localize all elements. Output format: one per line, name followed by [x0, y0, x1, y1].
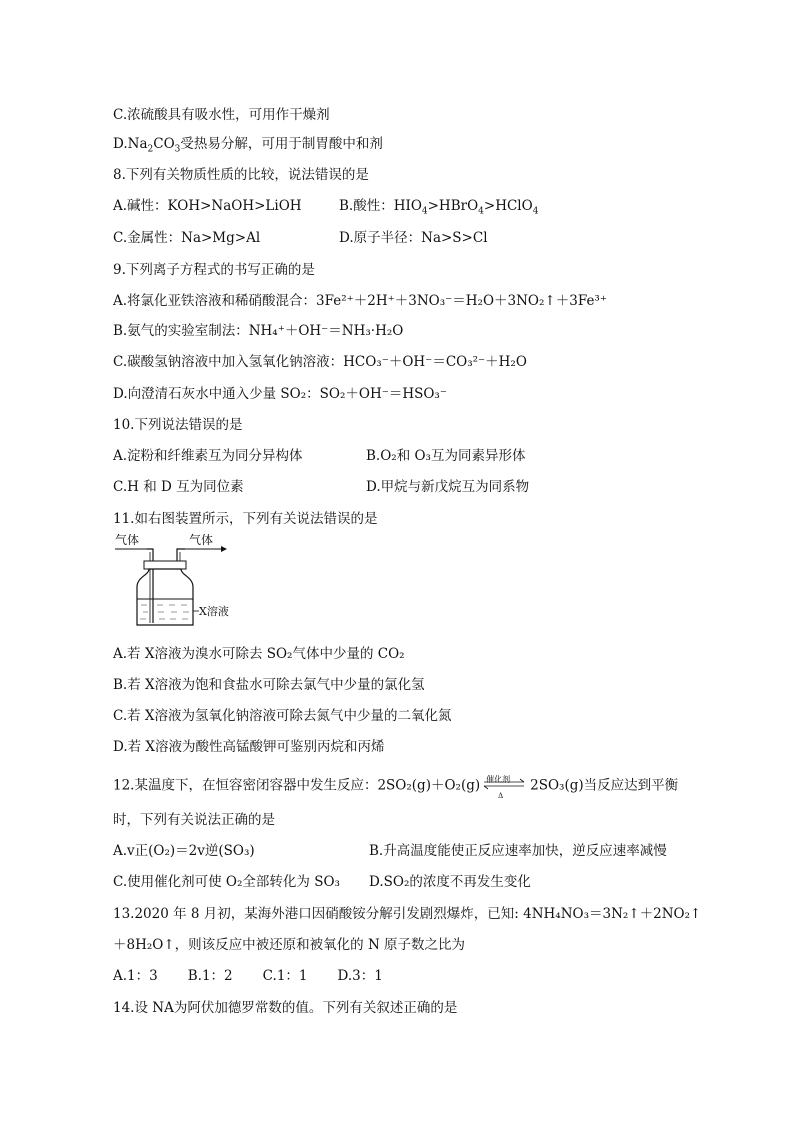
- q9-option-b: B.氨气的实验室制法：NH₄⁺＋OH⁻＝NH₃·H₂O: [113, 323, 404, 339]
- q8-option-a: A.碱性：KOH>NaOH>LiOH: [113, 198, 302, 214]
- q10-option-c: C.H 和 D 互为同位素: [113, 479, 244, 495]
- q8-stem: 8.下列有关物质性质的比较，说法错误的是: [113, 167, 369, 183]
- q10-stem: 10.下列说法错误的是: [113, 417, 243, 433]
- q11-option-b: B.若 X溶液为饱和食盐水可除去氯气中少量的氯化氢: [113, 677, 425, 693]
- q12-option-c: C.使用催化剂可使 O₂全部转化为 SO₃: [113, 874, 340, 890]
- q7-option-d: $D.Na_2CO_3$受热易分解，可用于制胃酸中和剂: [113, 136, 383, 155]
- q10-option-a: A.淀粉和纤维素互为同分异构体: [113, 448, 303, 464]
- gas-in-label: 气体: [115, 533, 140, 547]
- q12-option-a: A.v正(O₂)＝2v逆(SO₃): [113, 843, 255, 859]
- q8-option-c: C.金属性：Na>Mg>Al: [113, 230, 261, 246]
- q9-option-a: A.将氯化亚铁溶液和稀硝酸混合：3Fe²⁺＋2H⁺＋3NO₃⁻＝H₂O＋3NO₂↑＋3Fe³⁺: [113, 293, 607, 309]
- q12-option-b: B.升高温度能使正反应速率加快，逆反应速率减慢: [369, 843, 667, 859]
- gas-washing-bottle-diagram: [113, 533, 233, 633]
- q9-option-c: C.碳酸氢钠溶液中加入氢氧化钠溶液：HCO₃⁻＋OH⁻＝CO₃²⁻＋H₂O: [113, 354, 527, 370]
- q7-option-c: C.浓硫酸具有吸水性，可用作干燥剂: [113, 107, 330, 123]
- q13-options: A.1：3 B.1：2 C.1：1 D.3：1: [113, 968, 383, 984]
- q8-option-d: D.原子半径：Na>S>Cl: [339, 230, 488, 246]
- q11-option-a: A.若 X溶液为溴水可除去 SO₂气体中少量的 CO₂: [113, 646, 405, 662]
- gas-out-label: 气体: [189, 533, 214, 547]
- x-solution-label: X溶液: [199, 605, 229, 618]
- q9-stem: 9.下列离子方程式的书写正确的是: [113, 262, 315, 278]
- q11-stem: 11.如右图装置所示，下列有关说法错误的是: [113, 511, 378, 527]
- q11-option-c: C.若 X溶液为氢氧化钠溶液可除去氮气中少量的二氧化氮: [113, 708, 452, 724]
- q12-stem-cont: 时，下列有关说法正确的是: [113, 812, 275, 828]
- q13-stem-cont: ＋8H₂O↑，则该反应中被还原和被氧化的 N 原子数之比为: [113, 937, 466, 953]
- q13-stem: 13.2020 年 8 月初，某海外港口因硝酸铵分解引发剧烈爆炸，已知: 4NH₄NO₃＝3N₂↑＋2NO₂↑: [113, 906, 702, 922]
- q9-option-d: D.向澄清石灰水中通入少量 SO₂：SO₂＋OH⁻＝HSO₃⁻: [113, 386, 447, 402]
- q10-option-b: B.O₂和 O₃互为同素异形体: [366, 448, 526, 464]
- q12-stem: 12.某温度下，在恒容密闭容器中发生反应：2SO₂(g)＋O₂(g) 催化剂 Δ 2SO₃(g)当反应达到平衡: [113, 775, 679, 800]
- q10-option-d: D.甲烷与新戊烷互为同系物: [366, 479, 530, 495]
- q12-option-d: D.SO₂的浓度不再发生变化: [369, 874, 531, 890]
- q14-stem: 14.设 NA为阿伏加德罗常数的值。下列有关叙述正确的是: [113, 1000, 458, 1016]
- equilibrium-arrow-icon: 催化剂 Δ: [480, 773, 530, 799]
- q11-option-d: D.若 X溶液为酸性高锰酸钾可鉴别丙烷和丙烯: [113, 739, 385, 755]
- q8-option-b: B.酸性：$HIO_4>HBrO_4>HClO_4$: [339, 198, 539, 217]
